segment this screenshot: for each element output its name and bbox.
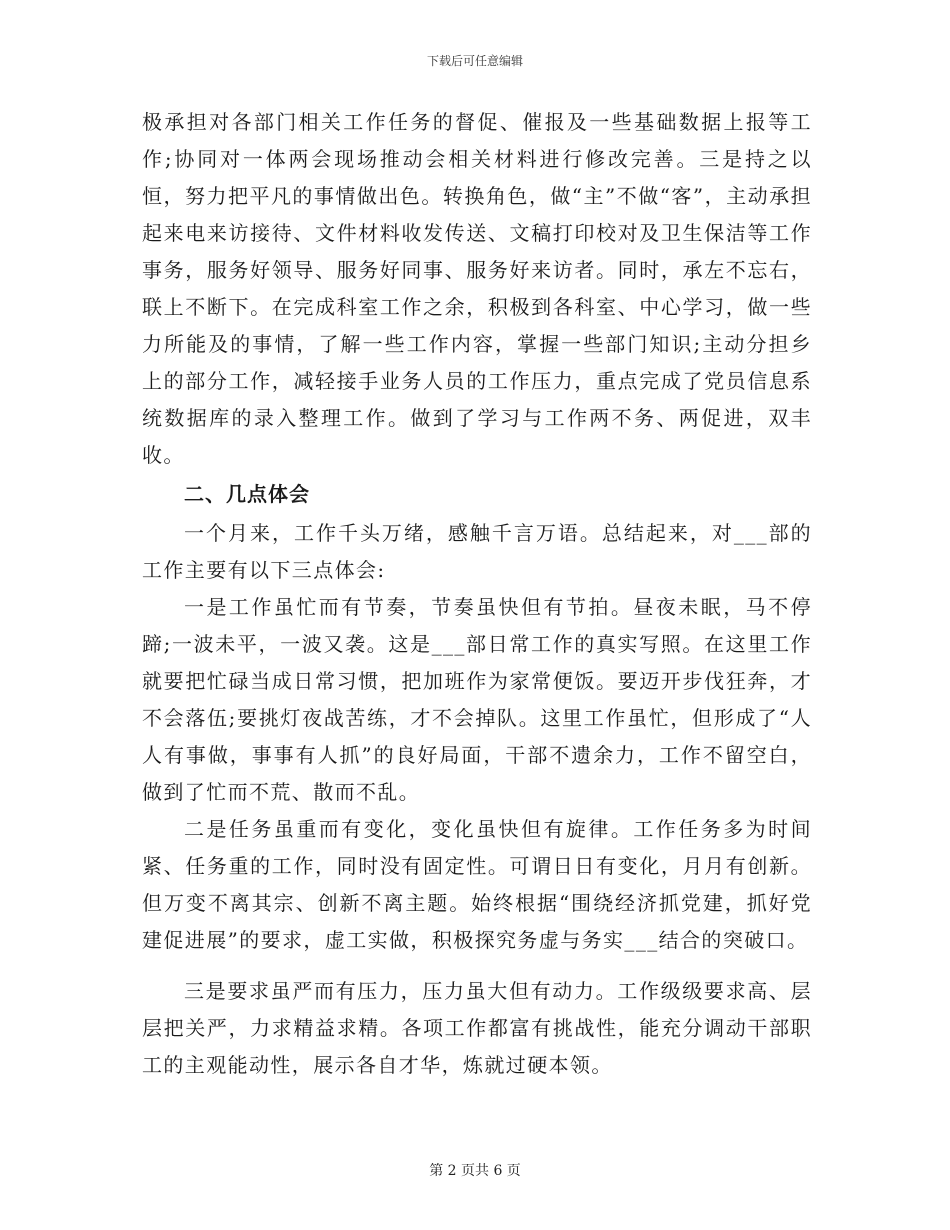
paragraph-point-one: 一是工作虽忙而有节奏，节奏虽快但有节拍。昼夜未眠，马不停蹄;一波未平，一波又袭。这是___部日常工作的真实写照。在这里工作就要把忙碌当成日常习惯，把加班作为家常便饭。要迈开步伐狂奔，才不会落伍;要挑灯夜战苦练，才不会掉队。这里工作虽忙，但形成了“人人有事做，事事有人抓”的良好局面，干部不遗余力，工作不留空白，做到了忙而不荒、散而不乱。	[142, 595, 812, 804]
paragraph-point-two: 二是任务虽重而有变化，变化虽快但有旋律。工作任务多为时间紧、任务重的工作，同时没有固定性。可谓日日有变化，月月有创新。但万变不离其宗、创新不离主题。始终根据“围绕经济抓党建，抓好党建促进展”的要求，虚工实做，积极探究务虚与务实___结合的突破口。	[142, 817, 812, 952]
paragraph-intro: 一个月来，工作千头万绪，感触千言万语。总结起来，对___部的工作主要有以下三点体会:	[142, 521, 812, 582]
paragraph-point-three: 三是要求虽严而有压力，压力虽大但有动力。工作级级要求高、层层把关严，力求精益求精。各项工作都富有挑战性，能充分调动干部职工的主观能动性，展示各自才华，炼就过硬本领。	[142, 979, 812, 1077]
page-header-note: 下载后可任意编辑	[426, 54, 523, 68]
page-number: 第 2 页共 6 页	[429, 1163, 521, 1179]
paragraph-continuation: 极承担对各部门相关工作任务的督促、催报及一些基础数据上报等工作;协同对一体两会现场推动会相关材料进行修改完善。三是持之以恒，努力把平凡的事情做出色。转换角色，做“主”不做“客”，主动承担起来电来访接待、文件材料收发传送、文稿打印校对及卫生保洁等工作事务，服务好领导、服务好同事、服务好来访者。同时，承左不忘右，联上不断下。在完成科室工作之余，积极到各科室、中心学习，做一些力所能及的事情，了解一些工作内容，掌握一些部门知识;主动分担乡上的部分工作，减轻接手业务人员的工作压力，重点完成了党员信息系统数据库的录入整理工作。做到了学习与工作两不务、两促进，双丰收。	[142, 110, 812, 467]
section-heading: 二、几点体会	[184, 482, 310, 506]
document-body	[142, 104, 812, 1084]
